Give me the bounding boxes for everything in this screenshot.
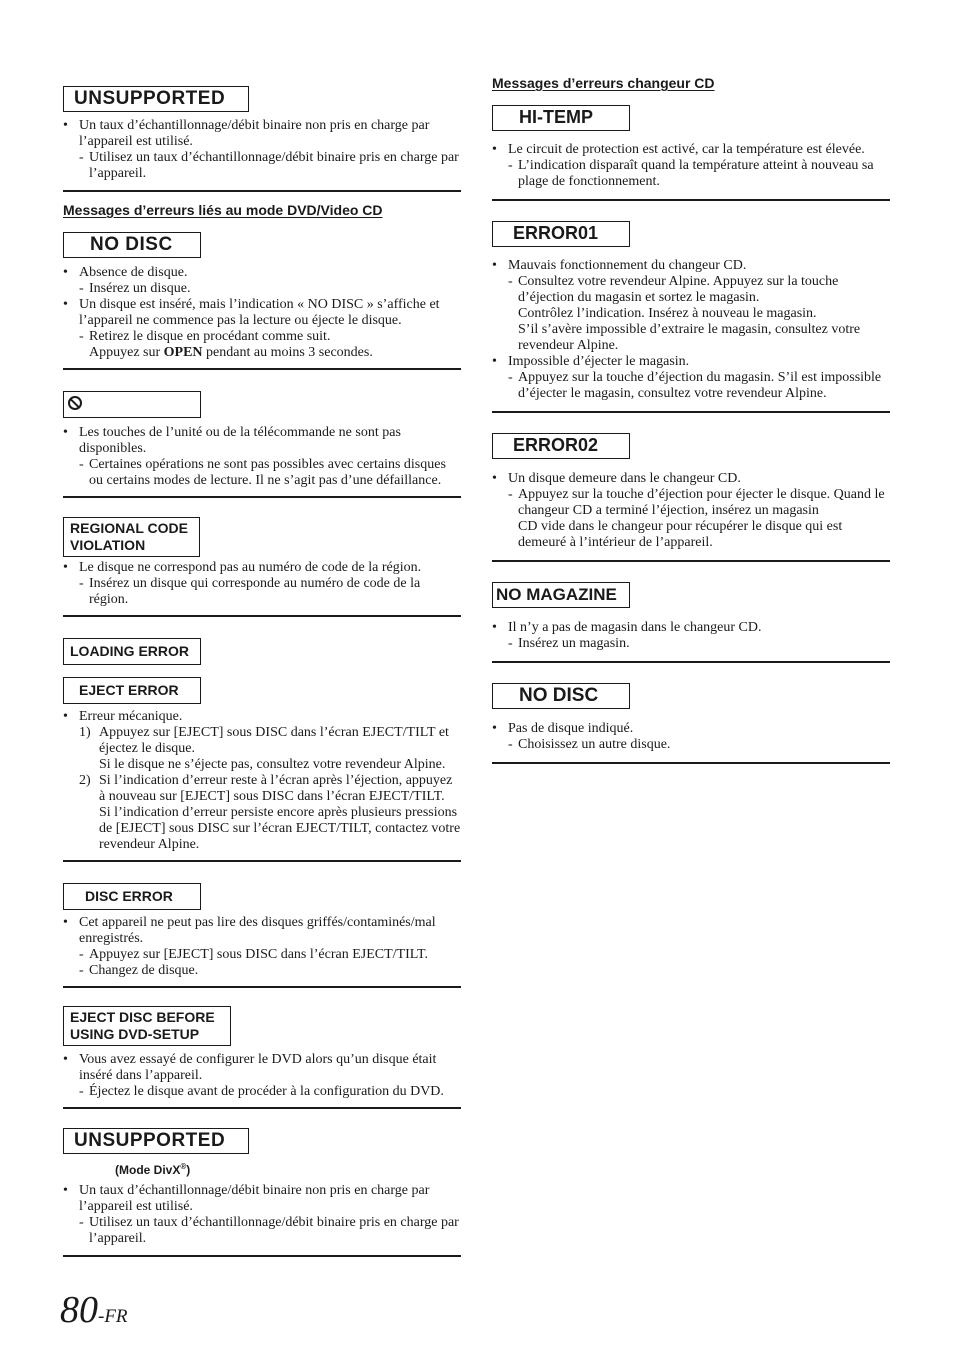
loading-eject-section — [63, 638, 461, 862]
right-column — [492, 75, 890, 764]
error-label-unsupported: UNSUPPORTED — [63, 1128, 249, 1154]
list-item: • Un taux d’échantillonnage/débit binaire non pris en charge par l’appareil est utilisé. — [63, 118, 430, 149]
list-subitem: - Certaines opérations ne sont pas possibles avec certains disques ou certains modes de lecture. Il ne s’agit pas d’une défaillance. — [79, 457, 446, 488]
list-step-continuation: Si l’indication d’erreur persiste encore après plusieurs pressions de [EJECT] sous DISC sur l’écran EJECT/TILT, contactez votre revendeur Alpine. — [99, 805, 461, 852]
unsupported-divx-section — [63, 1128, 461, 1257]
error-label-no-disc: NO DISC — [492, 683, 630, 709]
error02-section — [492, 433, 890, 562]
error01-section — [492, 221, 890, 413]
list-step-continuation: Si le disque ne s’éjecte pas, consultez votre revendeur Alpine. — [99, 757, 446, 772]
divider — [492, 661, 890, 663]
divider — [63, 986, 461, 988]
section-title-dvd: Messages d’erreurs liés au mode DVD/Video CD — [63, 202, 383, 218]
list-subitem: - Insérez un disque qui corresponde au numéro de code de la région. — [79, 576, 421, 607]
list-step: 1) Appuyez sur [EJECT] sous DISC dans l’écran EJECT/TILT et éjectez le disque. — [79, 725, 449, 756]
list-subitem: - Insérez un disque. — [79, 281, 191, 296]
section-title-cd-changer: Messages d’erreurs changeur CD — [492, 75, 715, 91]
no-magazine-section — [492, 582, 890, 663]
list-subitem: - Utilisez un taux d’échantillonnage/débit binaire pris en charge par l’appareil. — [79, 1215, 459, 1246]
list-item: • Les touches de l’unité ou de la télécommande ne sont pas disponibles. — [63, 425, 401, 456]
list-subitem: - Éjectez le disque avant de procéder à la configuration du DVD. — [79, 1084, 444, 1099]
divider — [492, 762, 890, 764]
list-subitem: - Consultez votre revendeur Alpine. Appuyez sur la touche d’éjection du magasin et sortez le magasin. — [508, 274, 839, 305]
disc-error-section — [63, 883, 461, 988]
list-item: • Erreur mécanique. — [63, 709, 183, 724]
divider — [63, 496, 461, 498]
list-item: • Il n’y a pas de magasin dans le changeur CD. — [492, 620, 762, 635]
prohibited-label — [63, 391, 201, 418]
error-label-hi-temp: HI-TEMP — [492, 105, 630, 131]
list-subitem: - Choisissez un autre disque. — [508, 737, 671, 752]
list-item: • Impossible d’éjecter le magasin. — [492, 354, 690, 369]
list-subitem-continuation: Contrôlez l’indication. Insérez à nouveau le magasin. — [518, 306, 817, 321]
prohibited-icon — [68, 396, 82, 410]
prohibited-section — [63, 391, 461, 498]
list-subitem-continuation: CD vide dans le changeur pour récupérer le disque qui est demeuré à l’intérieur de l’appareil. — [518, 519, 843, 550]
page-number: 80-FR — [60, 1289, 128, 1331]
list-subitem: - Utilisez un taux d’échantillonnage/débit binaire pris en charge par l’appareil. — [79, 150, 459, 181]
list-item: • Cet appareil ne peut pas lire des disques griffés/contaminés/mal enregistrés. — [63, 915, 436, 946]
list-subitem: - Changez de disque. — [79, 963, 199, 978]
error-label-no-disc: NO DISC — [63, 232, 201, 258]
regional-code-section — [63, 517, 461, 617]
unsupported-section — [63, 86, 461, 192]
list-subitem: - Retirez le disque en procédant comme suit. — [79, 329, 331, 344]
list-subitem: - Appuyez sur [EJECT] sous DISC dans l’écran EJECT/TILT. — [79, 947, 429, 962]
error-label-disc-error: DISC ERROR — [63, 883, 201, 910]
divider — [63, 368, 461, 370]
divider — [492, 560, 890, 562]
error-label-eject-error: EJECT ERROR — [63, 677, 201, 704]
error-label-regional-code: REGIONAL CODE VIOLATION — [63, 517, 200, 557]
no-disc-section — [63, 232, 461, 370]
list-item: • Un disque demeure dans le changeur CD. — [492, 471, 741, 486]
left-column — [63, 84, 461, 1257]
divider — [63, 1107, 461, 1109]
list-subitem: - L’indication disparaît quand la température atteint à nouveau sa plage de fonctionnement. — [508, 158, 874, 189]
hi-temp-section — [492, 105, 890, 201]
divider — [63, 860, 461, 862]
error-label-loading-error: LOADING ERROR — [63, 638, 201, 665]
list-step: 2) Si l’indication d’erreur reste à l’écran après l’éjection, appuyez à nouveau sur [EJECT] sous DISC dans l’écran EJECT/TILT. — [79, 773, 453, 804]
list-subitem-continuation: S’il s’avère impossible d’extraire le magasin, consultez votre revendeur Alpine. — [518, 322, 861, 353]
list-item: • Le circuit de protection est activé, car la température est élevée. — [492, 142, 865, 157]
eject-disc-before-section — [63, 1006, 461, 1109]
error-label-error01: ERROR01 — [492, 221, 630, 247]
list-item: • Le disque ne correspond pas au numéro de code de la région. — [63, 560, 422, 575]
error-label-unsupported: UNSUPPORTED — [63, 86, 249, 112]
list-item: • Vous avez essayé de configurer le DVD alors qu’un disque était inséré dans l’appareil. — [63, 1052, 437, 1083]
list-item: • Absence de disque. — [63, 265, 188, 280]
list-item: • Mauvais fonctionnement du changeur CD. — [492, 258, 747, 273]
divider — [63, 190, 461, 192]
mode-label: (Mode DivX®) — [115, 1162, 191, 1177]
list-subitem-continuation: Appuyez sur OPEN pendant au moins 3 secondes. — [89, 345, 373, 360]
divider — [492, 411, 890, 413]
list-item: • Un disque est inséré, mais l’indication « NO DISC » s’affiche et l’appareil ne commence pas la lecture ou éjecte le disque. — [63, 297, 440, 328]
no-disc-changer-section — [492, 683, 890, 764]
list-subitem: - Appuyez sur la touche d’éjection pour éjecter le disque. Quand le changeur CD a terminé l’éjection, insérez un magasin — [508, 487, 885, 518]
list-item: • Un taux d’échantillonnage/débit binaire non pris en charge par l’appareil est utilisé. — [63, 1183, 430, 1214]
list-subitem: - Insérez un magasin. — [508, 636, 630, 651]
divider — [63, 615, 461, 617]
list-subitem: - Appuyez sur la touche d’éjection du magasin. S’il est impossible d’éjecter le magasin, consultez votre revendeur Alpine. — [508, 370, 882, 401]
list-item: • Pas de disque indiqué. — [492, 721, 634, 736]
divider — [492, 199, 890, 201]
error-label-eject-disc-before: EJECT DISC BEFORE USING DVD-SETUP — [63, 1006, 231, 1046]
error-label-error02: ERROR02 — [492, 433, 630, 459]
divider — [63, 1255, 461, 1257]
error-label-no-magazine: NO MAGAZINE — [492, 582, 630, 608]
